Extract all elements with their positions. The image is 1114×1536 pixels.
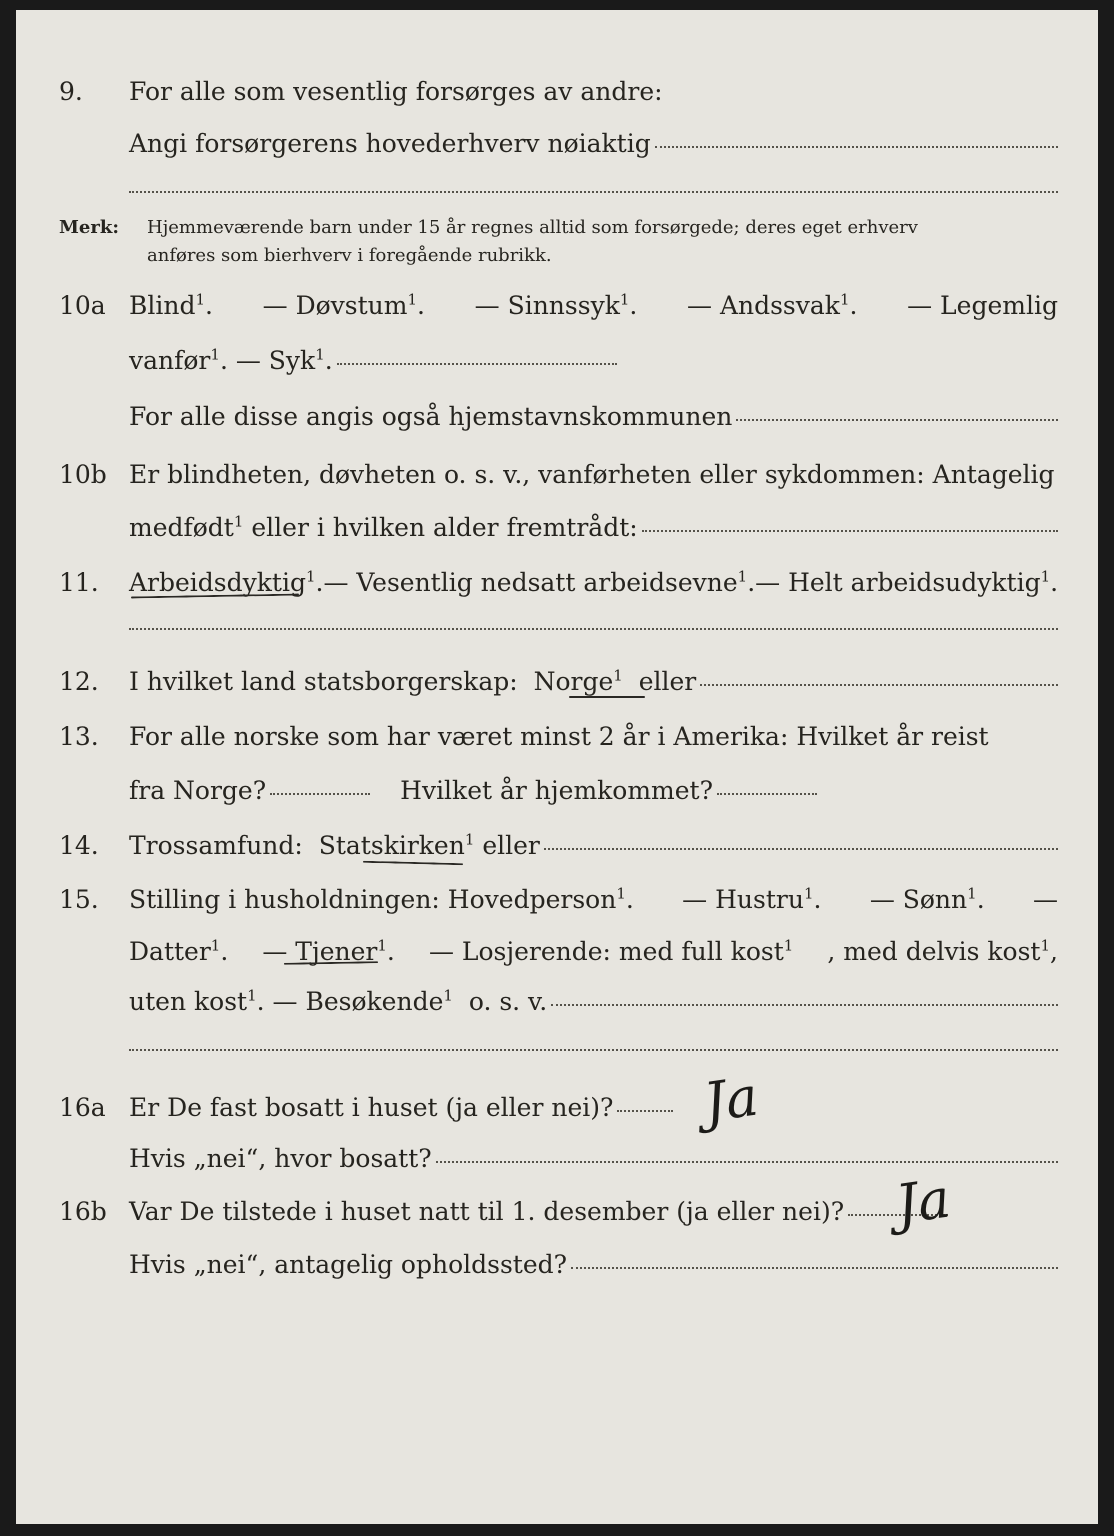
q15-line2	[16, 932, 1098, 972]
q15-hovedperson: Stilling i husholdningen: Hovedperson$^1$.	[129, 884, 634, 914]
q10a-dovstum: — Døvstum$^1$.	[262, 290, 425, 320]
q15-line1	[16, 880, 1098, 920]
q9-text: For alle som vesentlig forsørges av andre:	[129, 77, 663, 106]
q11-nedsatt: — Vesentlig nedsatt arbeidsevne$^1$.	[323, 567, 756, 597]
q13-line1	[16, 717, 1098, 757]
q14-eller: eller	[482, 831, 540, 860]
q10a-line2	[16, 341, 1098, 381]
q16b-number: 16b	[59, 1197, 107, 1226]
q15-hustru: — Hustru$^1$.	[682, 884, 822, 914]
q15-status-field[interactable]	[551, 1004, 1058, 1006]
q10a-syk-field[interactable]	[337, 363, 617, 365]
q12-eller: eller	[638, 667, 697, 696]
q16b-opholdssted-label: Hvis „nei“, antagelig opholdssted?	[129, 1250, 568, 1279]
q9-provider-field[interactable]	[655, 146, 1058, 148]
q10a-sinnssyk: — Sinnssyk$^1$.	[474, 290, 638, 320]
q16b-label: Var De tilstede i huset natt til 1. desember (ja eller nei)?	[129, 1197, 845, 1226]
q10b-medfodt: medfødt$^1$	[129, 512, 244, 542]
merk-line1: Hjemmeværende barn under 15 år regnes alltid som forsørgede; deres eget erhverv	[147, 217, 918, 238]
q10b-alder-label: eller i hvilken alder fremtrådt:	[251, 513, 638, 542]
q10b-line1	[16, 455, 1098, 495]
q16b-handwritten-answer: Ja	[891, 1166, 954, 1237]
q12-label: I hvilket land statsborgerskap:	[129, 667, 518, 696]
q10b-alder-field[interactable]	[642, 530, 1058, 532]
q10a-line3	[16, 397, 1098, 437]
q10a-number: 10a	[59, 291, 106, 320]
q15-tjener: — Tjener$^1$.	[262, 936, 395, 966]
q16a-label: Er De fast bosatt i huset (ja eller nei)?	[129, 1093, 614, 1122]
q13-line2	[16, 771, 1098, 811]
q14-label: Trossamfund:	[129, 831, 303, 860]
q14-line	[16, 826, 1098, 866]
q10a-hjemstavn-label: For alle disse angis også hjemstavnskommunen	[129, 402, 733, 431]
q10a-blind: Blind$^1$.	[129, 290, 213, 320]
q9-provider-label: Angi forsørgerens hovederhverv nøiaktig	[129, 129, 651, 158]
q16a-hvor-field[interactable]	[436, 1161, 1058, 1163]
q13-reist-label: fra Norge?	[129, 776, 267, 805]
q9-line1	[16, 72, 1098, 112]
q12-number: 12.	[59, 667, 99, 696]
q10a-legemlig: — Legemlig	[907, 291, 1058, 320]
merk-label: Merk:	[59, 217, 119, 238]
q10a-vanfor: vanfør$^1$.	[129, 345, 228, 375]
q16b-opholdssted-field[interactable]	[571, 1267, 1058, 1269]
q15-osv: o. s. v.	[468, 987, 548, 1016]
q9-line2	[16, 124, 1098, 164]
q9-number: 9.	[59, 77, 83, 106]
q11-number: 11.	[59, 568, 99, 597]
q10a-andssvak: — Andssvak$^1$.	[687, 290, 858, 320]
q15-number: 15.	[59, 885, 99, 914]
q13-number: 13.	[59, 722, 99, 751]
q16a-number: 16a	[59, 1093, 106, 1122]
q10a-line1	[16, 286, 1098, 326]
q13-hjemkommet-field[interactable]	[717, 793, 817, 795]
q16a-handwritten-answer: Ja	[699, 1064, 762, 1135]
merk-note	[59, 214, 1059, 270]
q10b-line2	[16, 508, 1098, 548]
q15-sonn: — Sønn$^1$.	[869, 884, 985, 914]
q15-uten-kost: uten kost$^1$.	[129, 986, 265, 1016]
q15-besokende: — Besøkende$^1$	[272, 986, 453, 1016]
q10b-text: Er blindheten, døvheten o. s. v., vanførheten eller sykdommen: Antagelig	[129, 460, 1055, 489]
q12-underline-mark	[569, 696, 645, 698]
q10b-number: 10b	[59, 460, 107, 489]
q9-extra-field[interactable]	[129, 191, 1058, 193]
q11-extra-field[interactable]	[129, 628, 1058, 630]
q16b-line2	[16, 1245, 1098, 1285]
q16a-line1	[16, 1088, 1098, 1128]
q15-line3	[16, 982, 1098, 1022]
q12-norge: Norge$^1$	[533, 666, 623, 696]
q13-reist-field[interactable]	[270, 793, 370, 795]
q15-dash: —	[1033, 885, 1058, 914]
q15-extra-field[interactable]	[129, 1049, 1058, 1051]
q12-line	[16, 662, 1098, 702]
q13-text: For alle norske som har været minst 2 år i Amerika: Hvilket år reist	[129, 722, 989, 751]
q11-udyktig: — Helt arbeidsudyktig$^1$.	[755, 567, 1059, 597]
q15-datter: Datter$^1$.	[129, 936, 229, 966]
census-form-page	[16, 10, 1098, 1524]
q14-number: 14.	[59, 831, 99, 860]
q15-full-kost: — Losjerende: med full kost$^1$	[428, 936, 794, 966]
merk-line2: anføres som bierhverv i foregående rubrikk.	[147, 245, 552, 266]
q12-country-field[interactable]	[700, 684, 1058, 686]
q15-delvis-kost: , med delvis kost$^1$,	[827, 936, 1058, 966]
q16a-hvor-label: Hvis „nei“, hvor bosatt?	[129, 1144, 432, 1173]
q10a-syk: — Syk$^1$.	[235, 345, 333, 375]
q16a-answer-field[interactable]	[617, 1110, 673, 1112]
q14-religion-field[interactable]	[544, 848, 1058, 850]
q14-statskirken: Statskirken$^1$	[318, 830, 475, 860]
q11-arbeidsdyktig: Arbeidsdyktig$^1$.	[129, 567, 324, 597]
q13-hjemkommet-label: Hvilket år hjemkommet?	[400, 776, 714, 805]
q10a-hjemstavn-field[interactable]	[736, 419, 1058, 421]
